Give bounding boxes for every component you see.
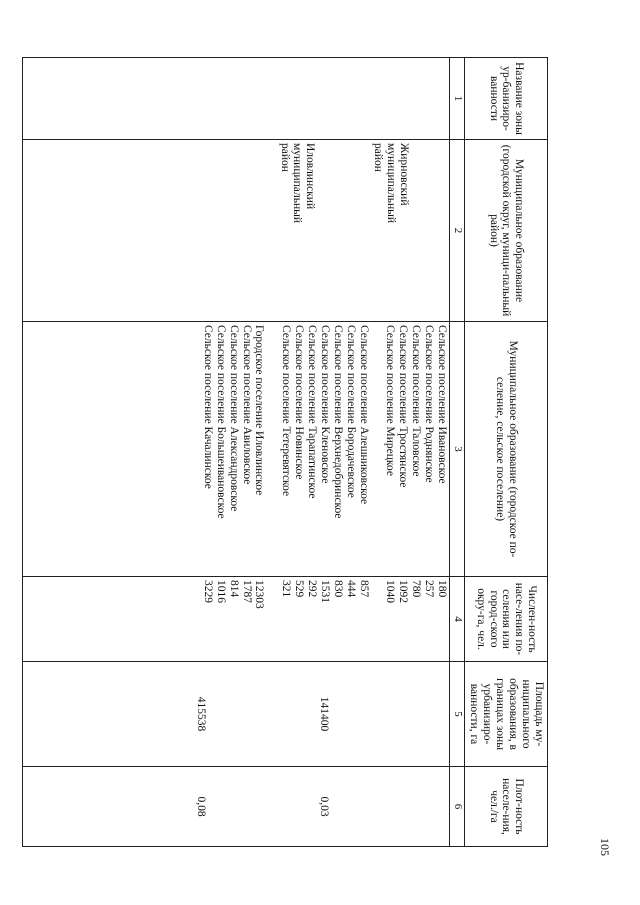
column-number-row <box>450 58 465 847</box>
list-item: Сельское поселение Роднянское <box>423 325 436 483</box>
list-item: Сельское поселение Тетеревятское <box>280 325 293 497</box>
population-value: 529 <box>293 580 306 598</box>
page-number: 105 <box>598 838 612 856</box>
column-number: 1 <box>450 58 465 140</box>
settlement-cell <box>23 322 450 577</box>
list-item: Городское поселение Иловлинское <box>253 325 266 496</box>
population-value: 1531 <box>319 580 331 603</box>
population-value: 1040 <box>384 580 397 603</box>
table-body-row <box>23 58 450 847</box>
population-value: 257 <box>423 580 436 598</box>
list-item: Сельское поселение Бородачевское <box>344 325 357 498</box>
population-value: 1787 <box>240 580 253 603</box>
area-value: 141400 <box>318 696 330 732</box>
header-density: Плот-ность населе-ния, чел./га <box>465 767 548 847</box>
population-value: 1092 <box>397 580 410 603</box>
list-item: Сельское поселение Алешниковское <box>357 325 370 505</box>
zone-name-cell <box>23 58 450 140</box>
list-item: Сельское поселение Верхнедобринское <box>331 325 344 519</box>
list-item: Сельское поселение Александровское <box>227 325 240 512</box>
list-item: Сельское поселение Мирецкое <box>384 325 397 476</box>
municipality-name: Жирновский муниципальный район <box>372 143 410 226</box>
column-number: 4 <box>450 577 465 662</box>
area-cell <box>23 662 450 767</box>
population-value: 830 <box>331 580 344 598</box>
area-value: 415538 <box>195 696 208 732</box>
population-value: 321 <box>280 580 293 598</box>
column-number: 2 <box>450 140 465 322</box>
population-value: 1016 <box>214 580 227 603</box>
header-row <box>465 58 548 847</box>
municipality-name: Иловлинский муниципальный район <box>278 143 317 224</box>
list-item: Сельское поселение Большеивановское <box>214 325 227 519</box>
list-item: Сельское поселение Качалинское <box>202 325 214 489</box>
list-item: Сельское поселение Кленовское <box>319 325 331 484</box>
list-item: Сельское поселение Тарапатинское <box>306 325 319 499</box>
density-cell <box>23 767 450 847</box>
population-value: 780 <box>410 580 423 598</box>
header-population: Числен-ность насе-ления по-селения или город-ского окру-га, чел. <box>465 577 548 662</box>
header-area: Площадь му-ниципального образования, в границах зоны урбанизиро-ванности, га <box>465 662 548 767</box>
population-value: 3229 <box>202 580 214 603</box>
list-item: Сельское поселение Новинское <box>293 325 306 480</box>
column-number: 6 <box>450 767 465 847</box>
population-cell <box>23 577 450 662</box>
population-value: 12303 <box>253 580 266 609</box>
density-value: 0,08 <box>195 796 208 817</box>
column-number: 5 <box>450 662 465 767</box>
municipality-cell <box>23 140 450 322</box>
population-value: 444 <box>344 580 357 598</box>
column-number: 3 <box>450 322 465 577</box>
population-value: 180 <box>436 580 448 598</box>
density-value: 0,03 <box>318 796 330 817</box>
list-item: Сельское поселение Авиловское <box>240 325 253 485</box>
header-zone-name: Название зоны ур-банизиро-ванности <box>465 58 548 140</box>
population-value: 814 <box>227 580 240 598</box>
population-value: 857 <box>357 580 370 598</box>
header-settlement: Муниципальное образование (городское по-селение, сельское поселение) <box>465 322 548 577</box>
list-item: Сельское поселение Ивановское <box>436 325 448 484</box>
population-value: 292 <box>306 580 319 598</box>
header-municipality: Муниципальное образование (городской округ, муници-пальный район) <box>465 140 548 322</box>
list-item: Сельское поселение Тростянское <box>397 325 410 488</box>
urbanization-table <box>22 57 548 847</box>
list-item: Сельское поселение Таловское <box>410 325 423 477</box>
